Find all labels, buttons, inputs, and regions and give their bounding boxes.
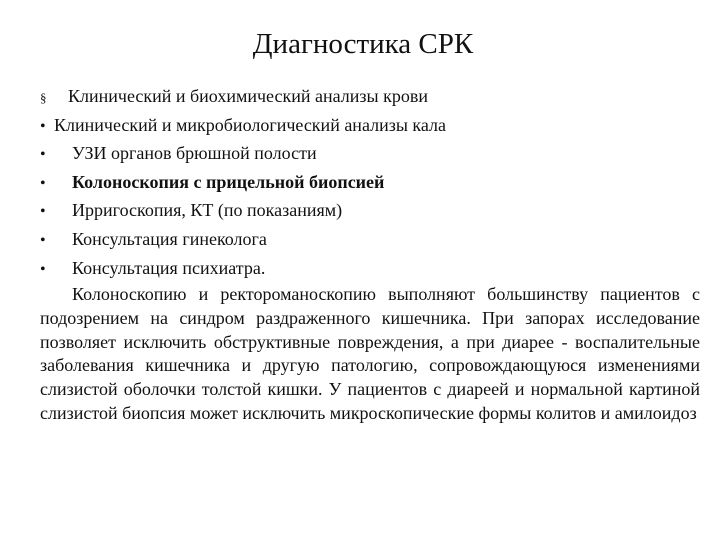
list-item bbox=[40, 225, 700, 254]
list-item-text-bold: Колоноскопия с прицельной биопсией bbox=[72, 171, 385, 192]
list-item bbox=[40, 139, 700, 168]
bullet-icon: • bbox=[40, 117, 46, 135]
list-item-text: Консультация гинеколога bbox=[72, 228, 267, 249]
list-item-text: Клинический и биохимический анализы крови bbox=[68, 86, 428, 106]
diagnostics-list bbox=[40, 82, 700, 282]
bullet-icon: • bbox=[40, 260, 46, 278]
list-item bbox=[40, 254, 700, 283]
bullet-icon: • bbox=[40, 146, 46, 164]
list-item-text: УЗИ органов брюшной полости bbox=[72, 143, 317, 164]
bullet-icon: • bbox=[40, 174, 46, 192]
list-item bbox=[40, 168, 700, 197]
list-item bbox=[40, 82, 700, 111]
list-item-text: Консультация психиатра. bbox=[72, 257, 266, 278]
list-item-text: Клинический и микробиологический анализы кала bbox=[54, 114, 447, 135]
bullet-icon: • bbox=[40, 231, 46, 249]
list-item bbox=[40, 111, 700, 140]
slide-title: Диагностика СРК bbox=[252, 28, 474, 60]
list-item bbox=[40, 196, 700, 225]
square-bullet-icon: § bbox=[40, 90, 47, 105]
list-item-text: Ирригоскопия, КТ (по показаниям) bbox=[72, 200, 343, 221]
description-paragraph: Колоноскопию и ректороманоскопию выполняют большинству пациентов с подозрением на синдром раздраженного кишечника. При запорах исследование позволяет исключить обструктивные повреждения, а при диарее - воспалительные заболевания кишечника и другую патологию, сопровождающуюся изменениями слизистой оболочки толстой кишки. У пациентов с диареей и нормальной картиной слизистой биопсия может исключить микроскопические формы колитов и амилоидоз bbox=[40, 284, 700, 423]
bullet-icon: • bbox=[40, 203, 46, 221]
